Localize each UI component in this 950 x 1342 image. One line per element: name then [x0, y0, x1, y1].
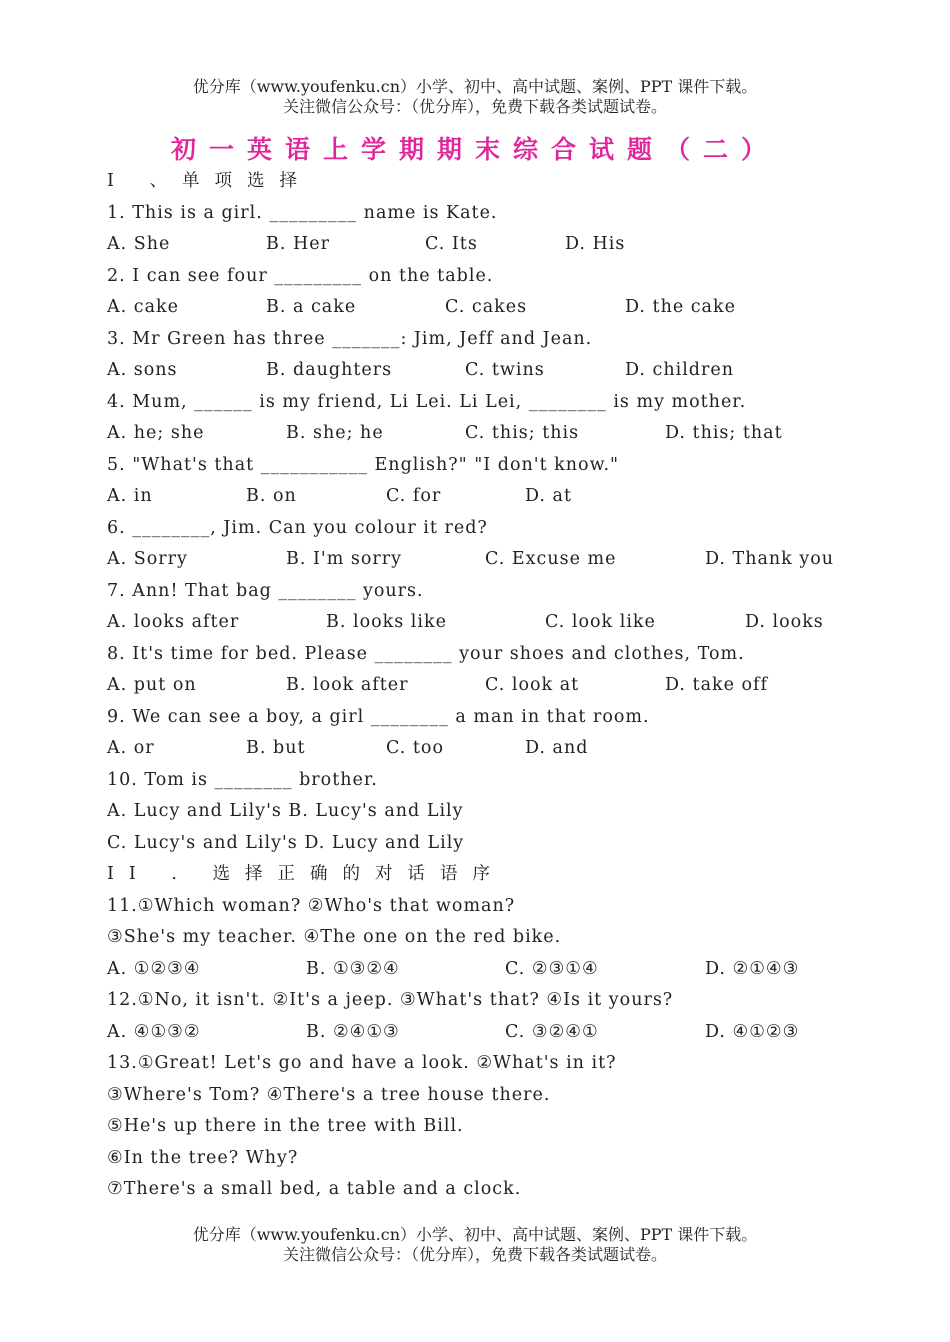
question-2: 2. I can see four _________ on the table. — [107, 265, 494, 286]
question-12: 12.①No, it isn't. ②It's a jeep. ③What's that? ④Is it yours? — [107, 990, 674, 1010]
option-d: D. Thank you — [705, 549, 835, 569]
option-b: B. a cake — [266, 297, 357, 317]
option-b: B. Her — [266, 234, 330, 254]
question-10: 10. Tom is ________ brother. — [107, 769, 378, 790]
question-5: 5. "What's that ___________ English?" "I don't know." — [107, 454, 620, 475]
question-11-options — [107, 954, 887, 986]
option-b: B. ②④①③ — [306, 1021, 400, 1042]
footer-line-2: 关注微信公众号：（优分库），免费下载各类试题试卷。 — [282, 1245, 667, 1264]
question-7-options — [107, 607, 887, 639]
question-1-options — [107, 229, 887, 261]
question-8: 8. It's time for bed. Please ________ your shoes and clothes, Tom. — [107, 643, 745, 664]
option-d: D. ④①②③ — [705, 1021, 800, 1042]
option-a: A. She — [107, 234, 171, 254]
option-a: A. cake — [107, 297, 179, 317]
page-title: 初一英语上学期期末综合试题（二） — [170, 135, 779, 164]
option-a: A. ①②③④ — [107, 958, 201, 979]
option-c: C. twins — [465, 360, 545, 380]
question-13-line-1: 13.①Great! Let's go and have a look. ②What's in it? — [107, 1053, 617, 1073]
option-d: D. looks — [745, 612, 824, 632]
question-11-line-1: 11.①Which woman? ②Who's that woman? — [107, 895, 516, 916]
option-c: C. Excuse me — [485, 549, 617, 569]
option-d: D. the cake — [625, 297, 736, 317]
option-d: D. this; that — [665, 423, 783, 443]
option-b: B. looks like — [326, 612, 447, 632]
question-6-options — [107, 544, 887, 576]
page-footer — [0, 1225, 950, 1265]
question-9-options — [107, 733, 887, 765]
question-2-options — [107, 292, 887, 324]
question-6: 6. ________, Jim. Can you colour it red? — [107, 517, 488, 538]
question-7: 7. Ann! That bag ________ yours. — [107, 580, 424, 601]
option-b: B. ①③②④ — [306, 958, 400, 979]
option-d: D. children — [625, 360, 734, 380]
option-c: C. cakes — [445, 297, 528, 317]
option-c: C. look at — [485, 675, 580, 695]
option-d: D. His — [565, 234, 626, 254]
option-c: C. too — [386, 738, 444, 758]
question-5-options — [107, 481, 887, 513]
option-b: B. but — [246, 738, 306, 758]
option-b: B. I'm sorry — [286, 549, 403, 569]
question-13-line-3: ⑤He's up there in the tree with Bill. — [107, 1116, 464, 1136]
question-4-options — [107, 418, 887, 450]
option-a: A. ④①③② — [107, 1021, 201, 1042]
option-c: C. this; this — [465, 423, 580, 443]
option-a: A. or — [107, 738, 155, 758]
question-3: 3. Mr Green has three _______: Jim, Jeff and Jean. — [107, 328, 593, 349]
question-10-options-line-1: A. Lucy and Lily's B. Lucy's and Lily — [107, 801, 464, 821]
question-1: 1. This is a girl. _________ name is Kate. — [107, 202, 498, 223]
option-c: C. Its — [425, 234, 478, 254]
option-a: A. he; she — [107, 423, 205, 443]
question-10-options-line-2: C. Lucy's and Lily's D. Lucy and Lily — [107, 832, 465, 853]
header-line-1: 优分库（www.youfenku.cn）小学、初中、高中试题、案例、PPT 课件下载。 — [192, 77, 758, 96]
question-13-line-4: ⑥In the tree? Why? — [107, 1147, 299, 1168]
section-heading-2: II . 选择正确的对话语序 — [107, 864, 506, 884]
option-b: B. daughters — [266, 360, 393, 380]
question-4: 4. Mum, ______ is my friend, Li Lei. Li Lei, ________ is my mother. — [107, 391, 747, 412]
question-3-options — [107, 355, 887, 387]
option-d: D. ②①④③ — [705, 958, 800, 979]
option-c: C. ②③①④ — [505, 958, 599, 979]
page-header — [0, 77, 950, 117]
question-12-options — [107, 1017, 887, 1049]
option-a: A. put on — [107, 675, 197, 695]
option-b: B. on — [246, 486, 297, 506]
exam-content — [107, 166, 887, 1206]
option-c: C. look like — [545, 612, 656, 632]
option-a: A. Sorry — [107, 549, 188, 569]
question-9: 9. We can see a boy, a girl ________ a man in that room. — [107, 706, 650, 727]
option-c: C. for — [386, 486, 442, 506]
option-d: D. take off — [665, 675, 769, 695]
option-a: A. sons — [107, 360, 178, 380]
option-d: D. and — [525, 738, 589, 758]
question-11-line-2: ③She's my teacher. ④The one on the red bike. — [107, 927, 562, 947]
option-b: B. look after — [286, 675, 409, 695]
option-b: B. she; he — [286, 423, 384, 443]
footer-line-1: 优分库（www.youfenku.cn）小学、初中、高中试题、案例、PPT 课件下载。 — [192, 1225, 758, 1244]
question-13-line-2: ③Where's Tom? ④There's a tree house there. — [107, 1084, 551, 1105]
option-a: A. looks after — [107, 612, 240, 632]
option-d: D. at — [525, 486, 572, 506]
question-13-line-5: ⑦There's a small bed, a table and a clock. — [107, 1179, 522, 1199]
header-line-2: 关注微信公众号：（优分库），免费下载各类试题试卷。 — [282, 97, 667, 116]
section-heading-1: I 、单项选择 — [107, 171, 312, 191]
option-a: A. in — [107, 486, 153, 506]
option-c: C. ③②④① — [505, 1021, 599, 1042]
question-8-options — [107, 670, 887, 702]
